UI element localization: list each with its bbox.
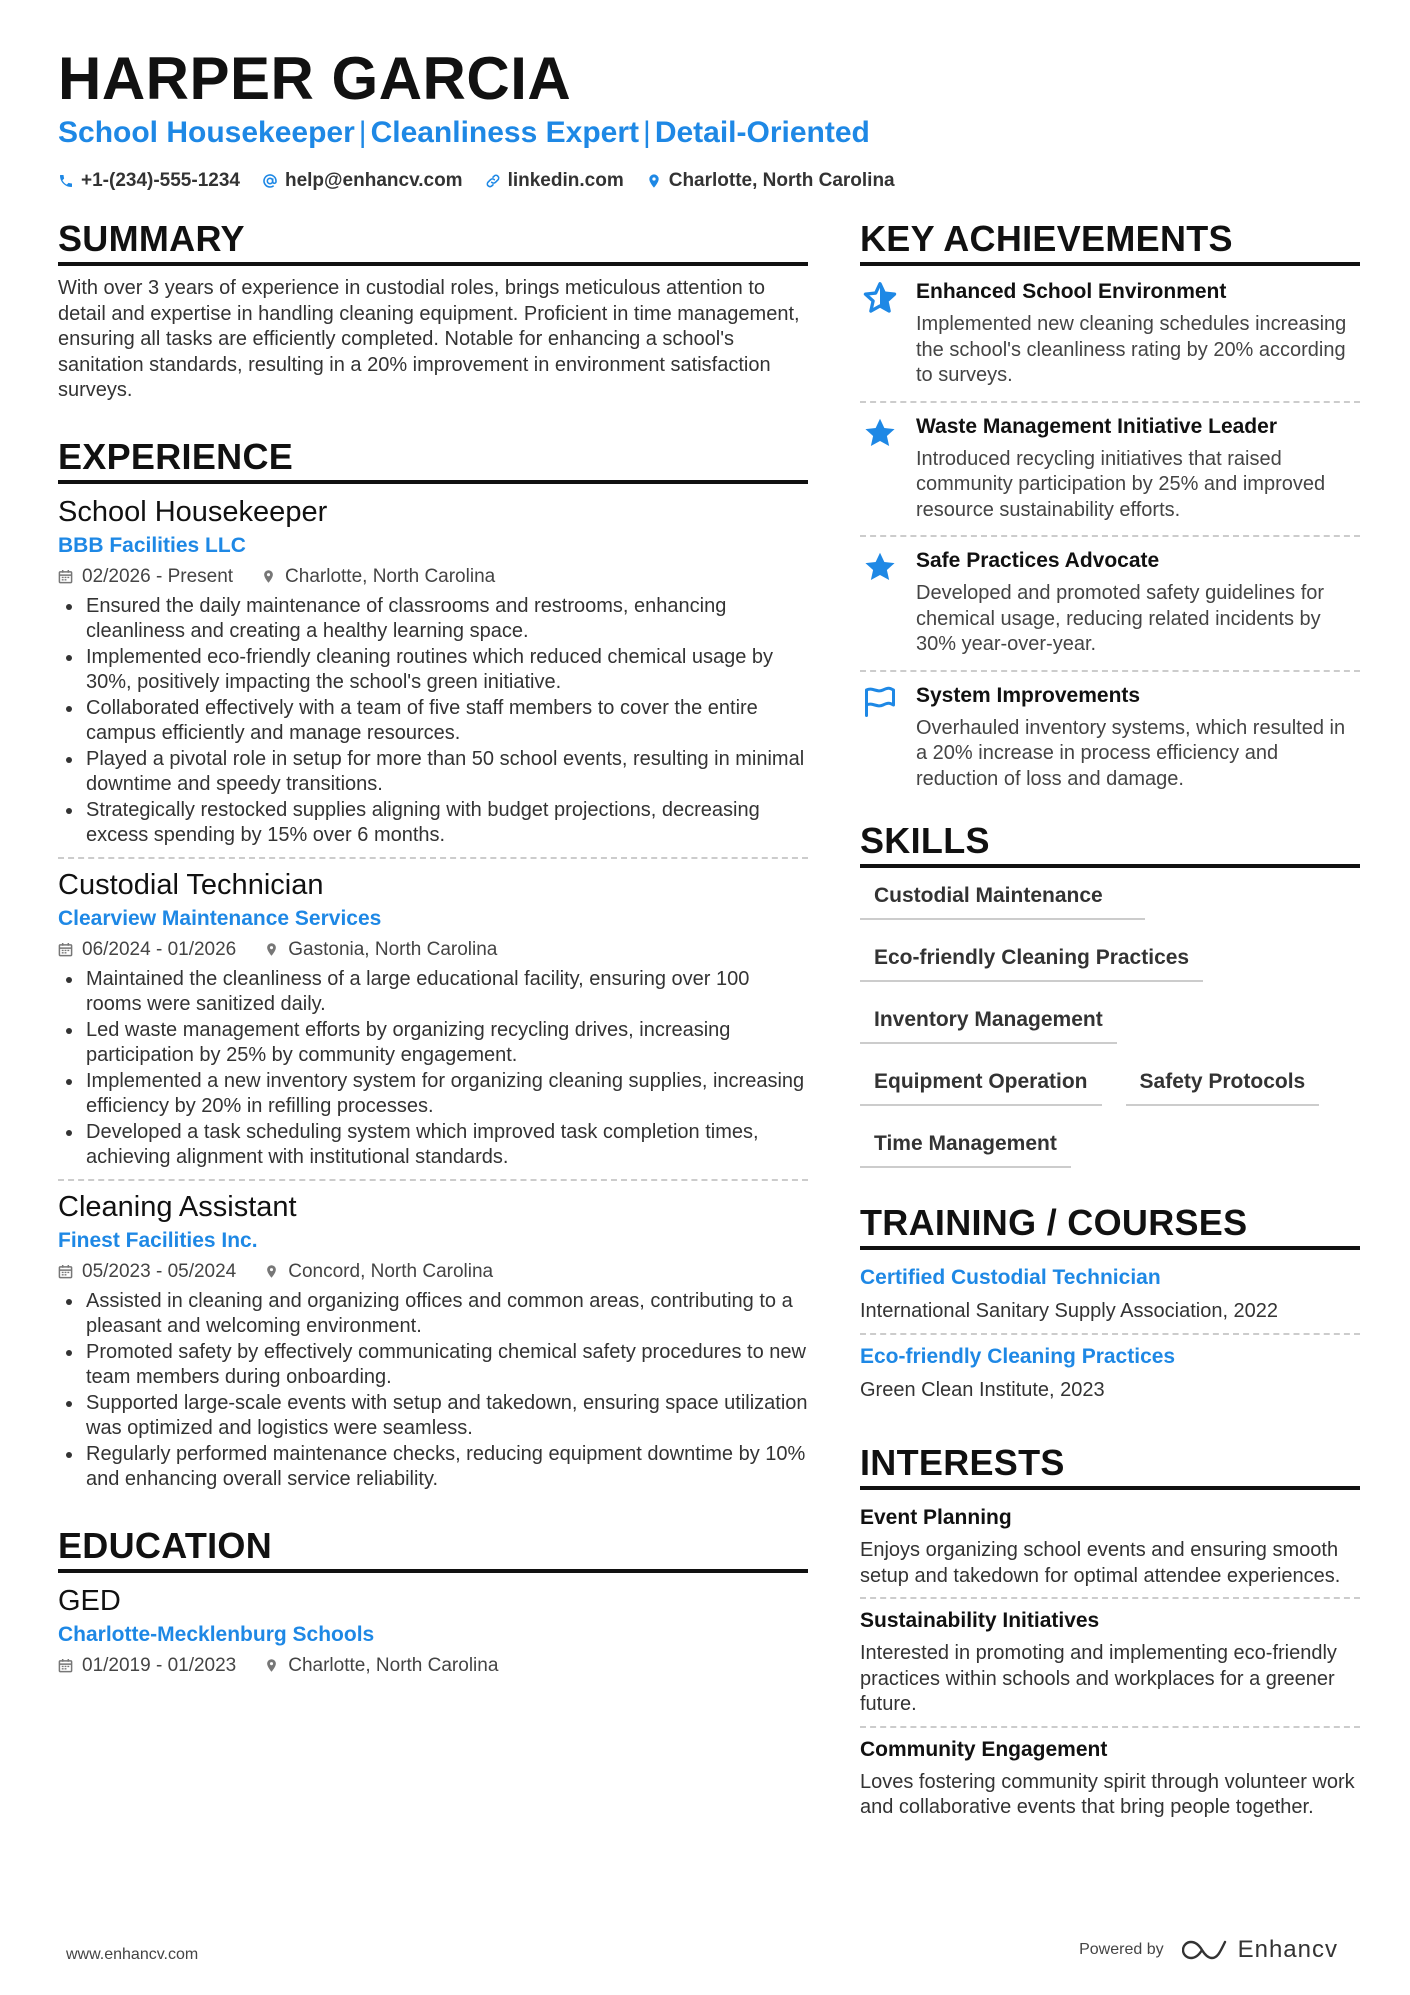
calendar-icon <box>58 1264 73 1279</box>
bullet-item: Implemented a new inventory system for organizing cleaning supplies, increasing efficiency by 20% in refilling processes. <box>58 1069 808 1120</box>
contact-email[interactable] <box>262 170 463 192</box>
job-bullets <box>58 967 808 1171</box>
section-heading: TRAINING / COURSES <box>860 1202 1360 1250</box>
section-heading: SUMMARY <box>58 218 808 266</box>
experience-entry <box>58 494 808 857</box>
interests-section <box>860 1442 1360 1829</box>
powered-by-text: Powered by <box>1079 1941 1164 1958</box>
dates-text: 02/2026 - Present <box>82 565 234 587</box>
bullet-item: Assisted in cleaning and organizing offices and common areas, contributing to a pleasant and welcoming environment. <box>58 1289 808 1340</box>
brand-name: Enhancv <box>1237 1936 1338 1963</box>
achievement-item <box>860 535 1360 670</box>
interest-item <box>860 1597 1360 1726</box>
job-meta <box>58 1261 808 1283</box>
education-location <box>264 1655 498 1677</box>
achievements-section <box>860 218 1360 804</box>
brand-logo <box>1182 1936 1338 1964</box>
bullet-item: Maintained the cleanliness of a large educational facility, ensuring over 100 rooms were sanitized daily. <box>58 967 808 1018</box>
left-column <box>58 218 808 1685</box>
achievement-title: Enhanced School Environment <box>916 280 1227 303</box>
location-pin-icon <box>264 1264 279 1279</box>
skill-tag: Eco-friendly Cleaning Practices <box>860 940 1203 982</box>
skills-list <box>860 878 1360 1168</box>
skill-tag: Time Management <box>860 1126 1071 1168</box>
bullet-item: Implemented eco-friendly cleaning routines which reduced chemical usage by 30%, positively impacting the school's green initiative. <box>58 645 808 696</box>
achievement-item <box>860 670 1360 805</box>
summary-text: With over 3 years of experience in custodial roles, brings meticulous attention to detail and expertise in handling cleaning equipment. Proficient in time management, ensuring all tasks are efficiently completed. Notable for enhancing a school's sanitation standards, resulting in a 20% improvement in environment satisfaction surveys. <box>58 277 800 401</box>
company-name: Finest Facilities Inc. <box>58 1228 258 1252</box>
degree: GED <box>58 1584 121 1617</box>
job-meta <box>58 566 808 588</box>
job-title: Cleaning Assistant <box>58 1190 297 1223</box>
bullet-item: Collaborated effectively with a team of five staff members to cover the entire campus efficiently and manage resources. <box>58 696 808 747</box>
skill-tag: Inventory Management <box>860 1002 1117 1044</box>
link-icon <box>485 173 501 189</box>
at-icon <box>262 173 278 189</box>
star-outline-icon <box>860 278 900 389</box>
headline-separator: | <box>358 116 367 149</box>
interest-item <box>860 1500 1360 1597</box>
job-meta <box>58 939 808 961</box>
email-text: help@enhancv.com <box>284 170 463 191</box>
bullet-item: Strategically restocked supplies aligning with budget projections, decreasing excess spending by 15% over 6 months. <box>58 798 808 849</box>
linkedin-text: linkedin.com <box>507 170 624 191</box>
interest-desc: Enjoys organizing school events and ensuring smooth setup and takedown for optimal attendee experiences. <box>860 1539 1341 1587</box>
course-provider: Green Clean Institute, 2023 <box>860 1379 1105 1401</box>
headline-separator: | <box>643 116 651 149</box>
course-provider: International Sanitary Supply Association, 2022 <box>860 1300 1279 1322</box>
interest-item <box>860 1726 1360 1829</box>
footer-url[interactable]: www.enhancv.com <box>66 1946 199 1963</box>
job-location <box>264 939 497 961</box>
training-section <box>860 1202 1360 1412</box>
job-bullets <box>58 1289 808 1493</box>
job-dates <box>58 939 236 961</box>
headline-part: School Housekeeper <box>58 116 355 149</box>
candidate-headline <box>58 116 870 150</box>
course-title: Eco-friendly Cleaning Practices <box>860 1345 1176 1368</box>
skills-section <box>860 820 1360 1168</box>
job-location <box>264 1261 493 1283</box>
bullet-item: Promoted safety by effectively communicating chemical safety procedures to new team members during onboarding. <box>58 1340 808 1391</box>
location-text: Concord, North Carolina <box>288 1260 494 1282</box>
summary-section <box>58 218 808 404</box>
bullet-item: Played a pivotal role in setup for more than 50 school events, resulting in minimal downtime and speedy transitions. <box>58 747 808 798</box>
interest-desc: Interested in promoting and implementing eco-friendly practices within schools and workplaces for a greener future. <box>860 1642 1337 1715</box>
course-title: Certified Custodial Technician <box>860 1266 1161 1289</box>
job-bullets <box>58 594 808 849</box>
section-heading: INTERESTS <box>860 1442 1360 1490</box>
location-text: Gastonia, North Carolina <box>288 938 498 960</box>
skill-tag: Custodial Maintenance <box>860 878 1145 920</box>
star-icon <box>860 547 900 658</box>
job-title: School Housekeeper <box>58 495 328 528</box>
bullet-item: Led waste management efforts by organizing recycling drives, increasing participation by 25% by community engagement. <box>58 1018 808 1069</box>
dates-text: 01/2019 - 01/2023 <box>82 1654 237 1676</box>
skill-tag: Safety Protocols <box>1126 1064 1320 1106</box>
calendar-icon <box>58 569 73 584</box>
headline-part: Cleanliness Expert <box>370 116 640 149</box>
bullet-item: Supported large-scale events with setup and takedown, ensuring space utilization was optimized and logistics were seamless. <box>58 1391 808 1442</box>
flag-icon <box>860 682 900 793</box>
education-section <box>58 1525 808 1685</box>
company-name: Clearview Maintenance Services <box>58 906 382 930</box>
education-entry <box>58 1583 808 1685</box>
phone-text: +1-(234)-555-1234 <box>81 170 240 191</box>
contact-phone[interactable] <box>58 170 240 192</box>
location-pin-icon <box>646 173 662 189</box>
location-pin-icon <box>261 569 276 584</box>
calendar-icon <box>58 942 73 957</box>
dates-text: 05/2023 - 05/2024 <box>82 1260 237 1282</box>
job-title: Custodial Technician <box>58 868 324 901</box>
experience-section <box>58 436 808 1501</box>
dates-text: 06/2024 - 01/2026 <box>82 938 237 960</box>
achievement-title: Safe Practices Advocate <box>916 549 1160 572</box>
skill-tag: Equipment Operation <box>860 1064 1102 1106</box>
company-name: BBB Facilities LLC <box>58 533 246 557</box>
interest-title: Event Planning <box>860 1506 1012 1529</box>
bullet-item: Ensured the daily maintenance of classrooms and restrooms, enhancing cleanliness and creating a healthy learning space. <box>58 594 808 645</box>
job-location <box>261 566 495 588</box>
section-heading: SKILLS <box>860 820 1360 868</box>
achievement-item <box>860 401 1360 536</box>
course-item <box>860 1333 1360 1412</box>
phone-icon <box>58 173 74 189</box>
contact-linkedin[interactable] <box>485 170 624 192</box>
achievement-desc: Introduced recycling initiatives that raised community participation by 25% and improved resource sustainability efforts. <box>916 447 1326 521</box>
enhancv-logo-icon <box>1182 1939 1228 1961</box>
interest-title: Community Engagement <box>860 1737 1108 1761</box>
bullet-item: Regularly performed maintenance checks, reducing equipment downtime by 10% and enhancing overall service reliability. <box>58 1442 808 1493</box>
contact-bar <box>58 170 895 192</box>
school-name: Charlotte-Mecklenburg Schools <box>58 1622 375 1646</box>
achievement-title: System Improvements <box>916 683 1141 707</box>
location-text: Charlotte, North Carolina <box>668 170 895 191</box>
section-heading: EXPERIENCE <box>58 436 808 484</box>
experience-entry <box>58 857 808 1179</box>
location-text: Charlotte, North Carolina <box>285 565 496 587</box>
section-heading: KEY ACHIEVEMENTS <box>860 218 1360 266</box>
right-column <box>860 218 1360 1829</box>
interest-title: Sustainability Initiatives <box>860 1609 1100 1632</box>
location-pin-icon <box>264 1658 279 1673</box>
headline-part: Detail-Oriented <box>654 116 870 149</box>
star-icon <box>860 413 900 524</box>
experience-entry <box>58 1179 808 1501</box>
achievement-title: Waste Management Initiative Leader <box>916 414 1277 438</box>
job-dates <box>58 566 233 588</box>
footer-brand[interactable] <box>1079 1936 1338 1964</box>
education-meta <box>58 1655 808 1677</box>
interest-desc: Loves fostering community spirit through volunteer work and collaborative events that bring people together. <box>860 1770 1355 1818</box>
location-text: Charlotte, North Carolina <box>288 1654 499 1676</box>
achievement-desc: Overhauled inventory systems, which resulted in a 20% increase in process efficiency and reduction of loss and damage. <box>916 716 1346 790</box>
education-dates <box>58 1655 236 1677</box>
bullet-item: Developed a task scheduling system which improved task completion times, achieving alignment with institutional standards. <box>58 1120 808 1171</box>
achievement-desc: Developed and promoted safety guidelines for chemical usage, reducing related incidents by 30% year-over-year. <box>916 582 1325 655</box>
candidate-name: HARPER GARCIA <box>58 45 572 112</box>
course-item <box>860 1260 1360 1333</box>
achievement-desc: Implemented new cleaning schedules increasing the school's cleanliness rating by 20% according to surveys. <box>916 313 1347 386</box>
job-dates <box>58 1261 236 1283</box>
calendar-icon <box>58 1658 73 1673</box>
contact-location <box>646 170 895 192</box>
achievement-item <box>860 268 1360 401</box>
location-pin-icon <box>264 942 279 957</box>
section-heading: EDUCATION <box>58 1525 808 1573</box>
